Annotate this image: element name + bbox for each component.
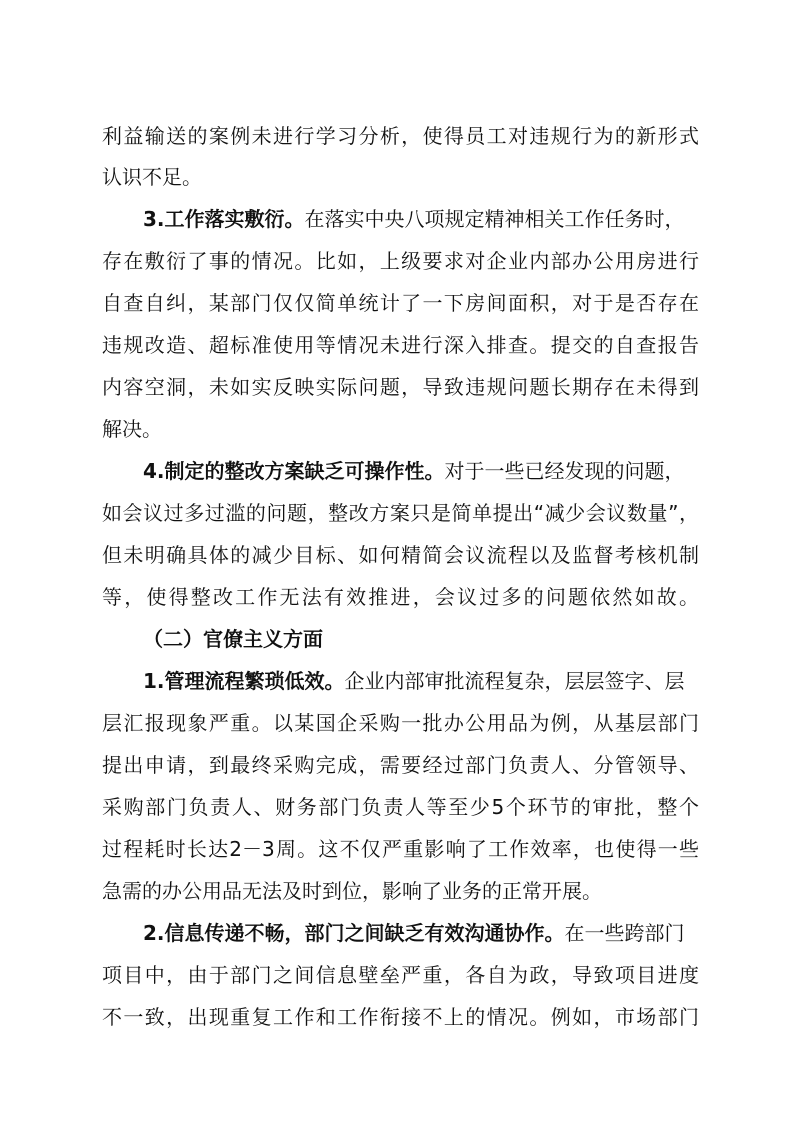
document-line <box>0 325 793 365</box>
paragraph-line: 内容空洞，未如实反映实际问题，导致违规问题长期存在未得到 <box>102 375 699 399</box>
paragraph-line: 利益输送的案例未进行学习分析，使得员工对违规行为的新形式 <box>102 124 699 148</box>
document-line <box>0 493 793 533</box>
document-line <box>0 955 793 995</box>
item-4-first-line <box>143 451 699 491</box>
section-heading: （二）官僚主义方面 <box>143 627 323 651</box>
document-line <box>0 409 793 449</box>
document-line <box>0 913 793 953</box>
item-1-heading: 1.管理流程繁琐低效。 <box>143 669 345 693</box>
paragraph-line: 过程耗时长达2－3周。这不仅严重影响了工作效率，也使得一些 <box>102 837 699 861</box>
paragraph-line: 等，使得整改工作无法有效推进，会议过多的问题依然如故。 <box>102 585 699 609</box>
paragraph-line: 认识不足。 <box>102 165 202 189</box>
document-line <box>0 829 793 869</box>
paragraph-line: 急需的办公用品无法及时到位，影响了业务的正常开展。 <box>102 879 602 903</box>
document-line <box>0 367 793 407</box>
item-3-heading: 3.工作落实敷衍。 <box>143 207 305 231</box>
item-4-heading: 4.制定的整改方案缺乏可操作性。 <box>143 459 445 483</box>
item-1-text: 企业内部审批流程复杂，层层签字、层 <box>344 669 685 693</box>
item-4-text: 对于一些已经发现的问题， <box>444 459 685 483</box>
document-line <box>0 199 793 239</box>
document-line <box>0 871 793 911</box>
item-1-first-line <box>143 661 699 701</box>
document-line <box>0 745 793 785</box>
document-line <box>0 703 793 743</box>
paragraph-line: 提出申请，到最终采购完成，需要经过部门负责人、分管领导、 <box>102 753 699 777</box>
document-line <box>0 283 793 323</box>
item-3-first-line <box>143 199 699 239</box>
paragraph-line: 违规改造、超标准使用等情况未进行深入排查。提交的自查报告 <box>102 333 699 357</box>
paragraph-line: 采购部门负责人、财务部门负责人等至少5个环节的审批，整个 <box>102 795 699 819</box>
paragraph-line: 自查自纠，某部门仅仅简单统计了一下房间面积，对于是否存在 <box>102 291 699 315</box>
item-2-first-line <box>143 913 699 953</box>
document-line <box>0 451 793 491</box>
document-line <box>0 241 793 281</box>
document-line <box>0 661 793 701</box>
document-line <box>0 619 793 659</box>
item-2-heading: 2.信息传递不畅，部门之间缺乏有效沟通协作。 <box>143 921 565 945</box>
paragraph-line: 层汇报现象严重。以某国企采购一批办公用品为例，从基层部门 <box>102 711 699 735</box>
item-2-text: 在一些跨部门 <box>564 921 685 945</box>
document-line <box>0 787 793 827</box>
document-line <box>0 997 793 1037</box>
paragraph-line: 项目中，由于部门之间信息壁垒严重，各自为政，导致项目进度 <box>102 963 699 987</box>
document-line <box>0 535 793 575</box>
item-3-text: 在落实中央八项规定精神相关工作任务时， <box>304 207 685 231</box>
document-line <box>0 157 793 197</box>
document-line <box>0 577 793 617</box>
paragraph-line: 解决。 <box>102 417 162 441</box>
paragraph-line: 如会议过多过滥的问题，整改方案只是简单提出“减少会议数量”， <box>102 501 699 525</box>
document-line <box>0 116 793 156</box>
paragraph-line: 存在敷衍了事的情况。比如，上级要求对企业内部办公用房进行 <box>102 249 699 273</box>
paragraph-line: 但未明确具体的减少目标、如何精简会议流程以及监督考核机制 <box>102 543 699 567</box>
paragraph-line: 不一致，出现重复工作和工作衔接不上的情况。例如，市场部门 <box>102 1005 699 1029</box>
